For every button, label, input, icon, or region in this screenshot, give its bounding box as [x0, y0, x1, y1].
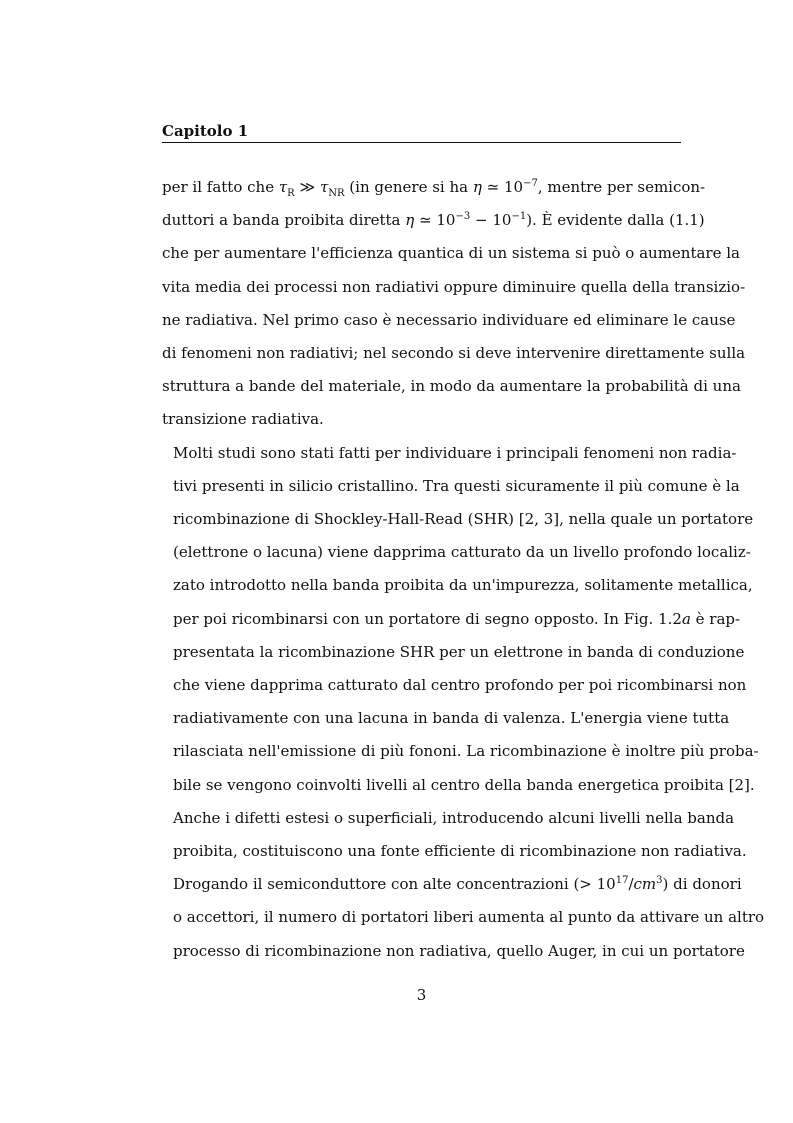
math-expression: − 10 — [470, 211, 512, 230]
text-line: struttura a bande del materiale, in modo da aumentare la probabilità di una — [162, 377, 741, 396]
math-symbol-tau: τ — [278, 178, 288, 196]
text-line: tivi presenti in silicio cristallino. Tra questi sicuramente il più comune è la — [173, 476, 740, 495]
text-fragment: duttori a banda proibita diretta — [162, 211, 406, 230]
text-line — [162, 868, 742, 901]
text-fragment: per il fatto che — [162, 178, 279, 196]
math-superscript: −3 — [455, 211, 471, 223]
text-line — [162, 171, 706, 204]
math-expression: ≃ 10 — [414, 211, 456, 230]
math-unit: cm — [633, 875, 657, 894]
text-line: che viene dapprima catturato dal centro profondo per poi ricombinarsi non — [173, 676, 747, 695]
paragraph-3 — [162, 868, 765, 968]
page-number: 3 — [416, 986, 427, 1004]
header-rule — [162, 142, 681, 143]
running-head: Capitolo 1 — [162, 122, 249, 140]
text-line: proibita, costituiscono una fonte efficiente di ricombinazione non radiativa. — [173, 842, 747, 861]
text-line: rilasciata nell'emissione di più fononi. La ricombinazione è inoltre più proba- — [173, 742, 759, 761]
text-fragment: (in genere si ha — [344, 178, 473, 196]
text-fragment: è rap- — [690, 609, 741, 628]
text-line: Molti studi sono stati fatti per individuare i principali fenomeni non radia- — [173, 443, 737, 462]
text-fragment: ). È evidente dalla (1.1) — [526, 211, 705, 230]
text-line — [162, 204, 705, 237]
figure-reference-part: a — [681, 609, 691, 628]
text-line: presentata la ricombinazione SHR per un elettrone in banda di conduzione — [173, 642, 745, 661]
text-line: (elettrone o lacuna) viene dapprima catturato da un livello profondo localiz- — [173, 543, 751, 562]
math-symbol-eta: η — [405, 211, 415, 230]
text-line: Anche i difetti estesi o superficiali, introducendo alcuni livelli nella banda — [173, 808, 735, 827]
text-line: ricombinazione di Shockley-Hall-Read (SHR) [2, 3], nella quale un portatore — [173, 510, 754, 529]
text-line — [162, 603, 741, 636]
text-line: che per aumentare l'efficienza quantica di un sistema si può o aumentare la — [162, 244, 740, 263]
text-fragment: per poi ricombinarsi con un portatore di segno opposto. In Fig. 1.2 — [173, 609, 682, 628]
text-fragment: Drogando il semiconduttore con alte concentrazioni (> 10 — [173, 875, 616, 894]
text-line: ne radiativa. Nel primo caso è necessario individuare ed eliminare le cause — [162, 310, 736, 329]
math-operator: / — [628, 875, 634, 894]
text-line: transizione radiativa. — [162, 410, 324, 429]
text-line: zato introdotto nella banda proibita da un'impurezza, solitamente metallica, — [173, 576, 753, 595]
paragraph-1 — [162, 171, 746, 437]
math-operator: ≫ — [294, 178, 320, 196]
math-superscript: 3 — [656, 875, 663, 887]
math-superscript: −1 — [511, 211, 527, 223]
text-line: processo di ricombinazione non radiativa, quello Auger, in cui un portatore — [173, 941, 745, 960]
math-subscript: NR — [328, 188, 345, 199]
math-superscript: 17 — [615, 875, 629, 887]
text-line: bile se vengono coinvolti livelli al centro della banda energetica proibita [2]. — [173, 775, 755, 794]
math-subscript: R — [287, 188, 295, 199]
math-superscript: −7 — [523, 178, 538, 189]
text-line: radiativamente con una lacuna in banda di valenza. L'energia viene tutta — [173, 709, 730, 728]
text-fragment: , mentre per semicon- — [537, 178, 706, 196]
text-fragment: ) di donori — [662, 875, 742, 894]
paragraph-2 — [162, 437, 759, 869]
text-line: di fenomeni non radiativi; nel secondo si deve intervenire direttamente sulla — [162, 344, 746, 363]
body-text — [162, 171, 765, 968]
math-expression: ≃ 10 — [481, 178, 524, 196]
math-symbol-tau: τ — [319, 178, 329, 196]
text-line: o accettori, il numero di portatori liberi aumenta al punto da attivare un altro — [173, 908, 765, 927]
math-symbol-eta: η — [472, 178, 482, 196]
text-line: vita media dei processi non radiativi oppure diminuire quella della transizio- — [162, 277, 746, 296]
